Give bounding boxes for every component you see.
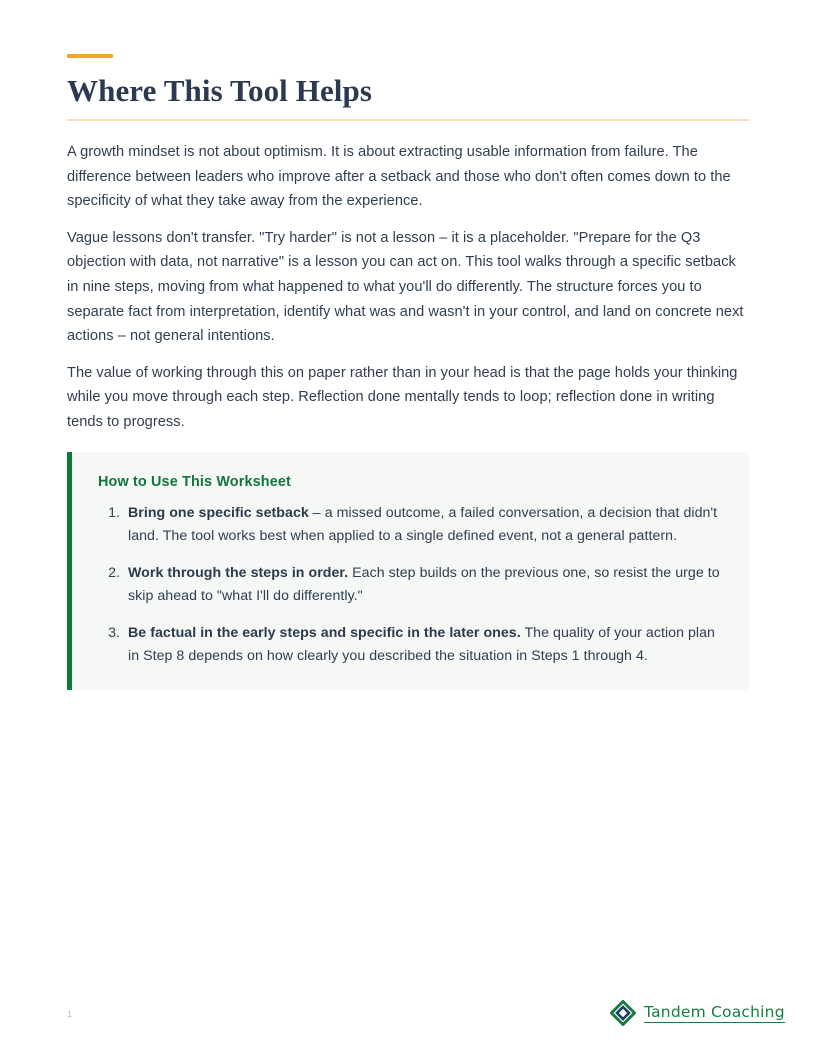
list-item-lead: Be factual in the early steps and specific in the later ones. [128, 625, 521, 641]
body-paragraph-3: The value of working through this on paper rather than in your head is that the page holds your thinking while you move through each step. Reflection done mentally tends to loop; reflection done in writing tends to progress. [67, 364, 738, 430]
list-item [124, 562, 721, 608]
list-item-lead: Bring one specific setback [128, 505, 309, 521]
body-paragraph-2: Vague lessons don't transfer. "Try harder" is not a lesson – it is a placeholder. "Prepare for the Q3 objection with data, not narrative" is a lesson you can act on. This tool walks through a specific setback in nine steps, moving from what happened to what you'll do differently. The structure forces you to separate fact from interpretation, identify what was and wasn't in your control, and land on concrete next actions – not general intentions. [67, 229, 744, 345]
page-title: Where This Tool Helps [67, 73, 373, 108]
callout-title: How to Use This Worksheet [98, 474, 291, 490]
list-item-rest: – a missed outcome, a failed conversation, a decision that didn't land. The tool works best when applied to a single defined event, not a general pattern. [128, 505, 718, 544]
body-content [67, 140, 749, 435]
callout-instruction-list [98, 502, 721, 668]
body-paragraph-1: A growth mindset is not about optimism. It is about extracting usable information from failure. The difference between leaders who improve after a setback and those who don't often comes down to the specificity of what they take away from the experience. [67, 144, 731, 210]
list-item [124, 622, 721, 668]
list-item-rest: The quality of your action plan in Step 8 depends on how clearly you described the situation in Steps 1 through 4. [128, 625, 715, 664]
list-item [124, 502, 721, 548]
logo-wordmark: Tandem Coaching [644, 1003, 785, 1021]
list-item-lead: Work through the steps in order. [128, 565, 349, 581]
brand-logo [610, 1000, 785, 1026]
page-number: 1 [67, 1009, 73, 1019]
list-item-rest: Each step builds on the previous one, so resist the urge to skip ahead to "what I'll do differently." [128, 565, 720, 604]
how-to-use-callout [67, 452, 749, 690]
title-accent-bar [67, 54, 113, 58]
title-divider [67, 119, 749, 121]
diamond-logo-icon [610, 1000, 636, 1026]
